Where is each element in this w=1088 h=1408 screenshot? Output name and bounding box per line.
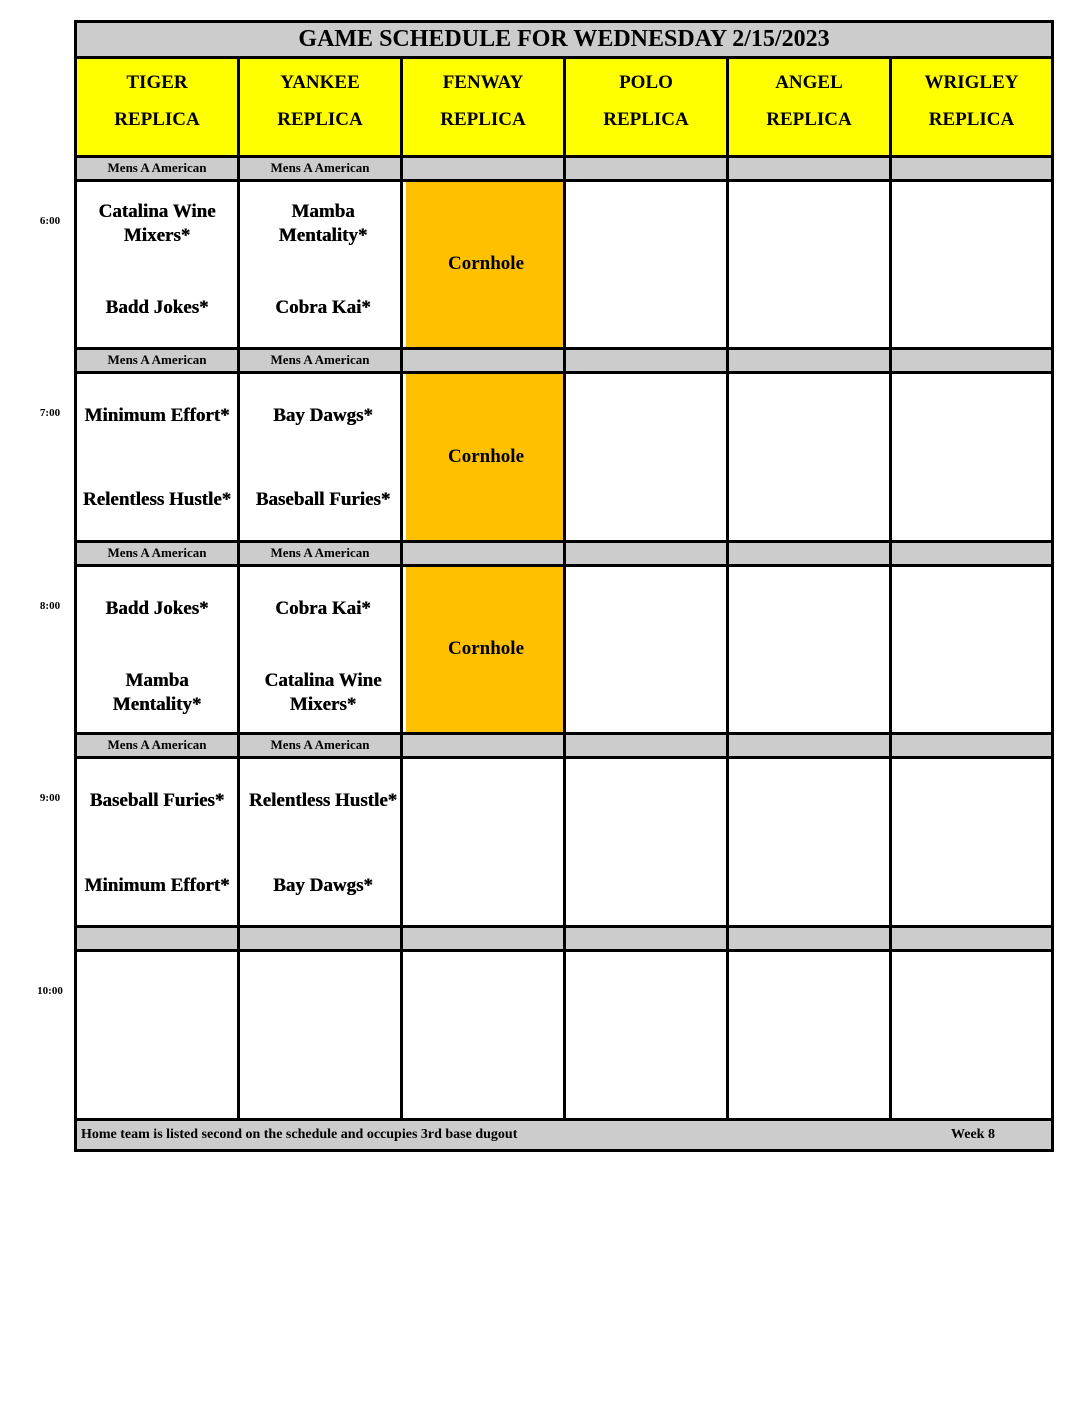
- column-divider: [889, 59, 892, 1118]
- column-header-fenway: [403, 59, 566, 155]
- column-divider: [237, 59, 240, 1118]
- column-header-tiger: [77, 59, 240, 155]
- away-team: Baseball Furies*: [89, 790, 225, 811]
- field-type: REPLICA: [603, 109, 689, 130]
- schedule-sheet: [74, 20, 1054, 1152]
- footer-note: Home team is listed second on the schedule and occupies 3rd base dugout: [81, 1127, 518, 1142]
- column-header-polo: [566, 59, 729, 155]
- time-label-10pm: 10:00: [37, 985, 63, 997]
- field-name: WRIGLEY: [924, 72, 1019, 93]
- footer: [77, 1121, 1051, 1149]
- fenway-cornhole-8pm: [406, 567, 566, 732]
- activity-label: Cornhole: [448, 446, 524, 467]
- column-header-angel: [729, 59, 892, 155]
- home-team: Catalina Wine Mixers*: [264, 670, 382, 715]
- division-label-tiger-7pm: Mens A American: [107, 352, 207, 367]
- away-team: Badd Jokes*: [105, 598, 209, 619]
- field-type: REPLICA: [114, 109, 200, 130]
- field-type: REPLICA: [277, 109, 363, 130]
- game-tiger-8pm: [77, 567, 237, 732]
- game-yankee-6pm: [243, 182, 403, 347]
- away-team: Minimum Effort*: [84, 405, 230, 426]
- game-yankee-9pm: [243, 759, 403, 925]
- away-team: Mamba Mentality*: [278, 201, 368, 246]
- column-divider: [726, 59, 729, 1118]
- field-name: FENWAY: [442, 72, 524, 93]
- division-label-yankee-7pm: Mens A American: [270, 352, 370, 367]
- time-label-8pm: 8:00: [39, 600, 61, 612]
- column-header-wrigley: [892, 59, 1051, 155]
- activity-label: Cornhole: [448, 253, 524, 274]
- home-team: Bay Dawgs*: [273, 875, 373, 896]
- away-team: Bay Dawgs*: [273, 405, 373, 426]
- game-tiger-7pm: [77, 374, 237, 540]
- division-label-tiger-6pm: Mens A American: [107, 160, 207, 175]
- field-name: POLO: [619, 72, 673, 93]
- home-team: Badd Jokes*: [105, 297, 209, 318]
- field-name: TIGER: [126, 72, 188, 93]
- home-team: Relentless Hustle*: [82, 489, 232, 510]
- division-label-yankee-9pm: Mens A American: [270, 737, 370, 752]
- field-name: YANKEE: [280, 72, 360, 93]
- time-label-7pm: 7:00: [39, 407, 61, 419]
- page-title: GAME SCHEDULE FOR WEDNESDAY 2/15/2023: [77, 23, 1051, 59]
- home-team: Mamba Mentality*: [112, 670, 202, 715]
- division-label-tiger-9pm: Mens A American: [107, 737, 207, 752]
- home-team: Baseball Furies*: [255, 489, 391, 510]
- game-tiger-6pm: [77, 182, 237, 347]
- home-team: Minimum Effort*: [84, 875, 230, 896]
- time-label-6pm: 6:00: [39, 215, 61, 227]
- time-label-9pm: 9:00: [39, 792, 61, 804]
- fenway-cornhole-6pm: [406, 182, 566, 347]
- division-label-yankee-8pm: Mens A American: [270, 545, 370, 560]
- game-tiger-9pm: [77, 759, 237, 925]
- field-type: REPLICA: [928, 109, 1015, 130]
- field-type: REPLICA: [766, 109, 852, 130]
- activity-label: Cornhole: [448, 638, 524, 659]
- field-name: ANGEL: [775, 72, 843, 93]
- week-label: Week 8: [951, 1127, 995, 1142]
- home-team: Cobra Kai*: [275, 297, 371, 318]
- away-team: Cobra Kai*: [275, 598, 371, 619]
- division-label-yankee-6pm: Mens A American: [270, 160, 370, 175]
- game-yankee-8pm: [243, 567, 403, 732]
- column-header-yankee: [240, 59, 403, 155]
- fenway-cornhole-7pm: [406, 374, 566, 540]
- away-team: Relentless Hustle*: [248, 790, 398, 811]
- division-label-tiger-8pm: Mens A American: [107, 545, 207, 560]
- away-team: Catalina Wine Mixers*: [98, 201, 216, 246]
- column-divider: [563, 59, 566, 1118]
- game-yankee-7pm: [243, 374, 403, 540]
- field-type: REPLICA: [440, 109, 526, 130]
- column-divider: [400, 59, 403, 1118]
